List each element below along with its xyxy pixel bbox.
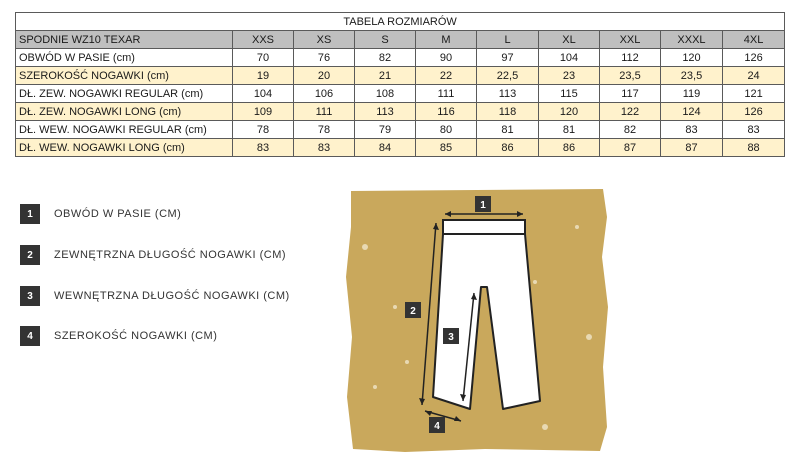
header-size: XXXL [661,31,723,49]
table-cell: 108 [355,85,416,103]
trousers-waistband [443,220,525,234]
header-size: XS [294,31,355,49]
table-cell: 81 [477,121,539,139]
legend-number-badge: 3 [20,286,40,306]
legend-label: SZEROKOŚĆ NOGAWKI (CM) [54,330,218,342]
size-table [15,12,785,157]
table-cell: 116 [416,103,477,121]
table-cell: 78 [233,121,294,139]
row-label: SZEROKOŚĆ NOGAWKI (cm) [16,67,233,85]
table-cell: 124 [661,103,723,121]
table-cell: 80 [416,121,477,139]
table-cell: 82 [355,49,416,67]
table-cell: 83 [233,139,294,157]
legend-item-inner-length [20,286,340,306]
table-row [16,121,785,139]
trousers-measurement-diagram [345,187,609,453]
table-cell: 24 [723,67,785,85]
table-cell: 86 [477,139,539,157]
table-cell: 22 [416,67,477,85]
table-cell: 111 [294,103,355,121]
header-size: XL [539,31,600,49]
table-cell: 126 [723,49,785,67]
legend-number-badge: 2 [20,245,40,265]
row-label: OBWÓD W PASIE (cm) [16,49,233,67]
table-cell: 86 [539,139,600,157]
table-cell: 97 [477,49,539,67]
paint-speck [542,424,548,430]
table-cell: 90 [416,49,477,67]
table-cell: 19 [233,67,294,85]
marker-label-4: 4 [434,421,440,432]
table-cell: 78 [294,121,355,139]
table-cell: 87 [600,139,661,157]
table-row [16,85,785,103]
marker-label-1: 1 [480,200,486,211]
table-title: TABELA ROZMIARÓW [16,13,785,31]
table-cell: 120 [661,49,723,67]
marker-label-3: 3 [448,332,454,343]
table-cell: 23,5 [661,67,723,85]
table-cell: 117 [600,85,661,103]
paint-speck [575,225,579,229]
header-size: S [355,31,416,49]
table-cell: 82 [600,121,661,139]
table-cell: 21 [355,67,416,85]
table-cell: 113 [355,103,416,121]
table-cell: 81 [539,121,600,139]
table-cell: 120 [539,103,600,121]
legend-number-badge: 1 [20,204,40,224]
table-cell: 106 [294,85,355,103]
legend-label: OBWÓD W PASIE (CM) [54,208,182,220]
table-cell: 87 [661,139,723,157]
table-cell: 104 [539,49,600,67]
table-cell: 112 [600,49,661,67]
table-cell: 23 [539,67,600,85]
paint-speck [393,305,397,309]
paint-speck [373,385,377,389]
table-row [16,67,785,85]
row-label: DŁ. ZEW. NOGAWKI LONG (cm) [16,103,233,121]
table-cell: 85 [416,139,477,157]
table-cell: 83 [723,121,785,139]
header-product: SPODNIE WZ10 TEXAR [16,31,233,49]
table-header-row [16,31,785,49]
table-cell: 104 [233,85,294,103]
paint-speck [586,334,592,340]
paint-speck [533,280,537,284]
paint-speck [405,360,409,364]
table-cell: 83 [294,139,355,157]
legend-label: WEWNĘTRZNA DŁUGOŚĆ NOGAWKI (CM) [54,290,290,302]
table-cell: 115 [539,85,600,103]
header-size: XXL [600,31,661,49]
table-cell: 88 [723,139,785,157]
table-title-row [16,13,785,31]
table-cell: 22,5 [477,67,539,85]
table-row [16,49,785,67]
table-row [16,103,785,121]
table-cell: 23,5 [600,67,661,85]
header-size: M [416,31,477,49]
table-row [16,139,785,157]
legend-item-waist [20,204,340,224]
row-label: DŁ. ZEW. NOGAWKI REGULAR (cm) [16,85,233,103]
table-cell: 121 [723,85,785,103]
table-cell: 20 [294,67,355,85]
table-cell: 119 [661,85,723,103]
legend-item-leg-width [20,326,340,346]
table-cell: 109 [233,103,294,121]
table-cell: 126 [723,103,785,121]
table-cell: 84 [355,139,416,157]
legend-number-badge: 4 [20,326,40,346]
table-cell: 83 [661,121,723,139]
table-cell: 76 [294,49,355,67]
table-cell: 118 [477,103,539,121]
legend-label: ZEWNĘTRZNA DŁUGOŚĆ NOGAWKI (CM) [54,249,287,261]
row-label: DŁ. WEW. NOGAWKI LONG (cm) [16,139,233,157]
header-size: L [477,31,539,49]
marker-label-2: 2 [410,306,416,317]
legend-item-outer-length [20,245,340,265]
row-label: DŁ. WEW. NOGAWKI REGULAR (cm) [16,121,233,139]
table-cell: 70 [233,49,294,67]
header-size: 4XL [723,31,785,49]
table-cell: 79 [355,121,416,139]
header-size: XXS [233,31,294,49]
paint-speck [362,244,368,250]
table-cell: 111 [416,85,477,103]
table-cell: 122 [600,103,661,121]
table-cell: 113 [477,85,539,103]
